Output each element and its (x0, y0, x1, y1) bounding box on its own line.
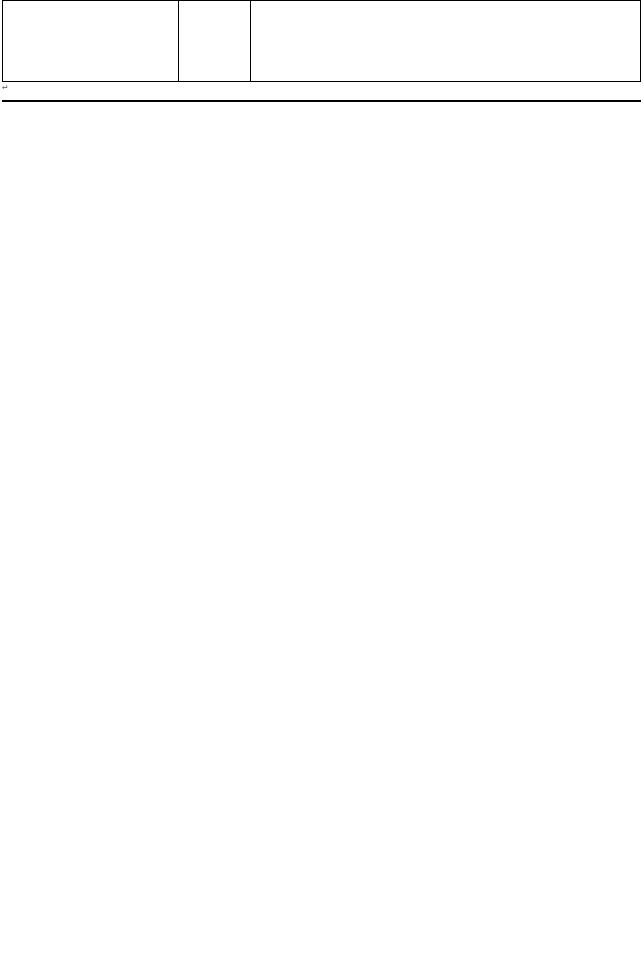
top-bit-row (3, 1, 641, 82)
empty-cell (179, 1, 251, 82)
header-time (3, 101, 101, 102)
header-data (179, 101, 251, 102)
bit-description-cell (251, 1, 641, 82)
table-header-row (3, 101, 641, 102)
top-bit-table (2, 0, 641, 82)
empty-cell (3, 1, 179, 82)
watermark (634, 964, 638, 978)
header-address (101, 101, 179, 102)
register-table (2, 100, 641, 102)
paragraph-mark: ↵ (2, 82, 8, 92)
header-description (251, 101, 641, 102)
